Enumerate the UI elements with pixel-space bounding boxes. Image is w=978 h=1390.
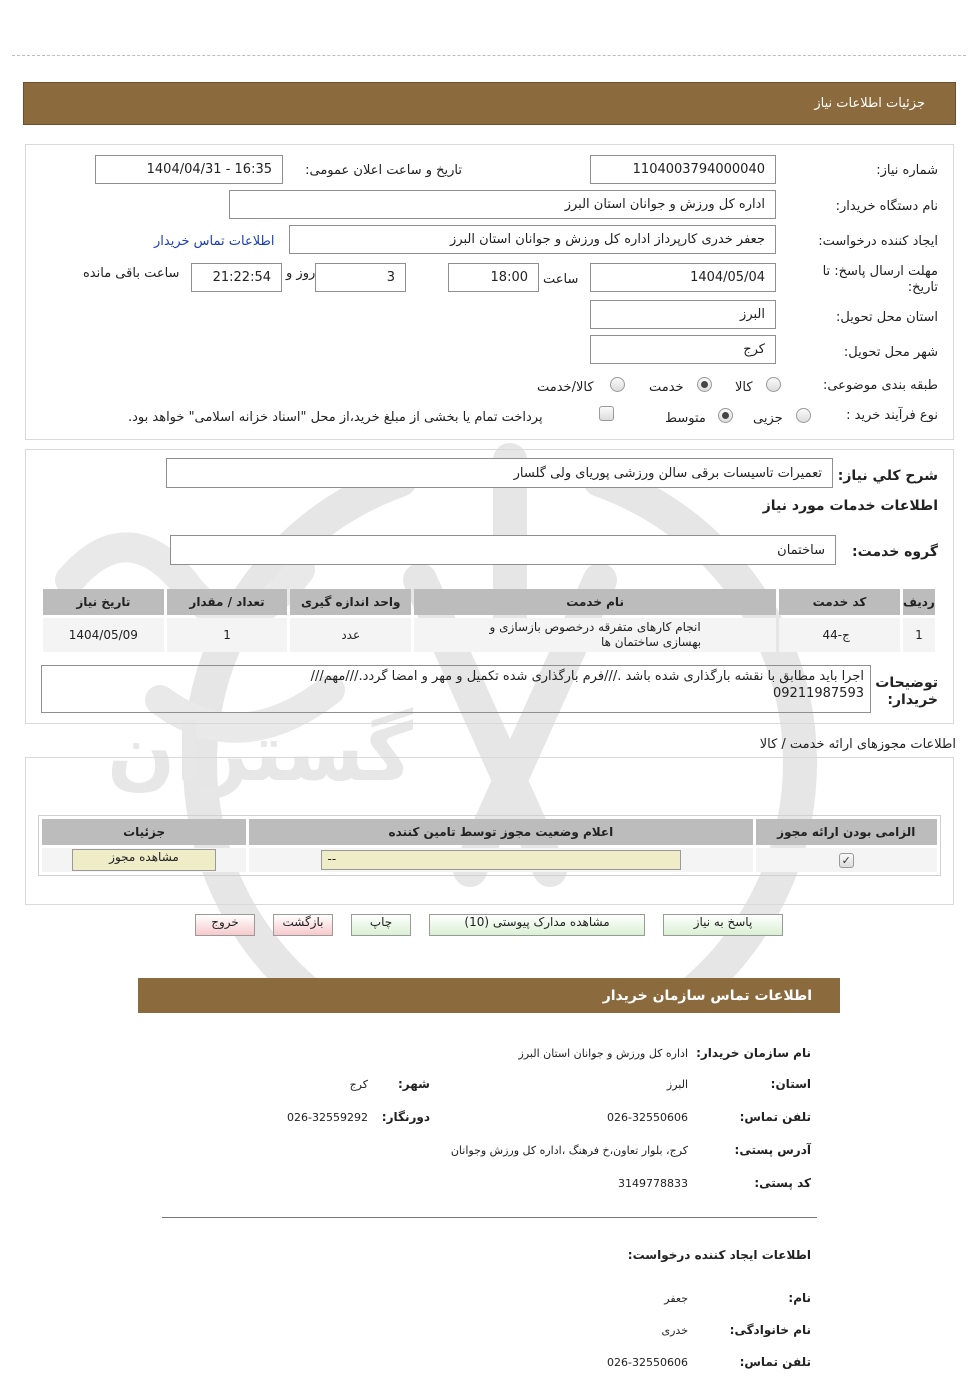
cell-code: ج-44 xyxy=(779,618,900,652)
days-field: 3 xyxy=(315,263,406,292)
back-button[interactable]: بازگشت xyxy=(273,914,333,936)
print-button[interactable]: چاپ xyxy=(351,914,411,936)
requester-label: ایجاد کننده درخواست: xyxy=(818,234,938,249)
category-option-service: خدمت xyxy=(649,380,684,395)
city-field: کرج xyxy=(590,335,776,364)
buyer-org-field: اداره کل ورزش و جوانان استان البرز xyxy=(229,190,776,219)
exit-button[interactable]: خروج xyxy=(195,914,255,936)
remaining-time-field: 21:22:54 xyxy=(191,263,282,292)
top-divider xyxy=(12,55,966,56)
page-header xyxy=(23,82,956,125)
permits-table xyxy=(38,815,941,876)
summary-label: شرح کلي نياز: xyxy=(837,468,938,484)
contact-fax-label: دورنگار: xyxy=(381,1110,430,1124)
buyer-notes-label-line2: خریدار: xyxy=(887,692,938,708)
process-label: نوع فرآیند خرید : xyxy=(846,408,938,423)
deadline-time-field: 18:00 xyxy=(448,263,539,292)
cell-required xyxy=(756,848,938,872)
page-title: جزئیات اطلاعات نیاز xyxy=(814,96,925,111)
deadline-label-line2: تاریخ: xyxy=(907,280,938,295)
contact-phone-label: تلفن تماس: xyxy=(739,1110,811,1124)
contact-postal: 3149778833 xyxy=(618,1177,688,1190)
contact-title: اطلاعات تماس سازمان خریدار xyxy=(602,987,812,1004)
col-row: ردیف xyxy=(903,589,935,615)
cell-name-line1: انجام کارهای متفرقه درخصوص بازسازی و xyxy=(489,620,701,634)
permits-table-header xyxy=(42,819,937,845)
contact-header xyxy=(138,978,840,1013)
cell-row: 1 xyxy=(903,618,935,652)
table-row xyxy=(43,618,935,652)
creator-last-name: خدری xyxy=(661,1324,688,1337)
buyer-notes-field xyxy=(41,665,871,713)
contact-phone: 026-32550606 xyxy=(607,1111,688,1124)
col-details: جزئیات xyxy=(42,819,246,845)
category-radio-goods-service[interactable] xyxy=(610,377,625,392)
cell-details xyxy=(42,848,246,872)
category-option-goods: کالا xyxy=(735,380,753,395)
contact-org-label: نام سازمان خریدار: xyxy=(696,1046,811,1060)
category-option-goods-service: کالا/خدمت xyxy=(537,380,594,395)
cell-date: 1404/05/09 xyxy=(43,618,164,652)
services-table-header xyxy=(43,589,935,615)
reply-button[interactable]: پاسخ به نیاز xyxy=(663,914,783,936)
creator-first-name-label: نام: xyxy=(788,1291,811,1305)
cell-name xyxy=(414,618,776,652)
contact-org: اداره کل ورزش و جوانان استان البرز xyxy=(518,1047,688,1060)
buyer-notes-label-line1: توضیحات xyxy=(875,675,938,691)
creator-phone-label: تلفن تماس: xyxy=(739,1355,811,1369)
details-panel xyxy=(25,144,954,440)
services-table xyxy=(40,586,938,655)
services-title: اطلاعات خدمات مورد نیاز xyxy=(762,498,938,514)
remaining-label: ساعت باقی مانده xyxy=(83,266,180,281)
city-label: شهر محل تحویل: xyxy=(843,345,938,360)
view-docs-button[interactable]: مشاهده مدارک پیوستی (10) xyxy=(429,914,645,936)
col-date: تاریخ نیاز xyxy=(43,589,164,615)
need-number-label: شماره نیاز: xyxy=(876,163,938,178)
contact-postal-label: کد پستی: xyxy=(754,1176,811,1190)
summary-field: تعمیرات تاسیسات برقی سالن ورزشی پوریای ولی گلسار xyxy=(166,458,833,488)
process-option-medium: متوسط xyxy=(665,411,706,426)
days-label: روز و xyxy=(286,266,316,281)
permit-status-field[interactable]: -- xyxy=(321,850,681,870)
province-label: استان محل تحویل: xyxy=(836,310,938,325)
deadline-label-line1: مهلت ارسال پاسخ: تا xyxy=(822,264,938,279)
process-radio-medium[interactable] xyxy=(718,408,733,423)
table-row xyxy=(42,848,937,872)
category-radio-service[interactable] xyxy=(697,377,712,392)
contact-city: کرج xyxy=(349,1078,368,1091)
treasury-checkbox[interactable] xyxy=(599,406,614,421)
cell-qty: 1 xyxy=(167,618,288,652)
province-field: البرز xyxy=(590,300,776,329)
col-qty: تعداد / مقدار xyxy=(167,589,288,615)
creator-title: اطلاعات ایجاد کننده درخواست: xyxy=(627,1248,811,1262)
announce-label: تاریخ و ساعت اعلان عمومی: xyxy=(305,163,462,178)
requester-field: جعفر خدری کارپرداز اداره کل ورزش و جوانان استان البرز xyxy=(289,225,776,254)
watermark-text: گستران xyxy=(106,706,414,799)
need-number-field: 1104003794000040 xyxy=(590,155,776,184)
process-radio-minor[interactable] xyxy=(796,408,811,423)
contact-province: البرز xyxy=(666,1078,688,1091)
contact-address-label: آدرس پستی: xyxy=(734,1143,811,1157)
contact-divider xyxy=(162,1217,817,1218)
creator-phone: 026-32550606 xyxy=(607,1356,688,1369)
service-group-field: ساختمان xyxy=(170,535,836,565)
creator-first-name: جعفر xyxy=(664,1292,688,1305)
contact-fax: 026-32559292 xyxy=(287,1111,368,1124)
cell-name-line2: بهسازی ساختمان ها xyxy=(600,635,702,649)
category-radio-goods[interactable] xyxy=(766,377,781,392)
permits-title: اطلاعات مجوزهای ارائه خدمت / کالا xyxy=(759,737,956,752)
announce-field: 1404/04/31 - 16:35 xyxy=(95,155,283,184)
category-label: طبقه بندی موضوعی: xyxy=(822,378,938,393)
contact-address: کرج، بلوار تعاون،خ فرهنگ ،اداره کل ورزش وجوانان xyxy=(450,1144,688,1157)
cell-unit: عدد xyxy=(290,618,411,652)
contact-province-label: استان: xyxy=(770,1077,811,1091)
buyer-notes-line1: اجرا باید مطابق با نقشه بارگذاری شده باشد .///فرم بارگذاری شده تکمیل و مهر و امضا گردد.///مهم/// xyxy=(310,669,864,684)
view-permit-button[interactable]: مشاهده مجوز xyxy=(72,849,216,871)
payment-note: پرداخت تمام یا بخشی از مبلغ خرید،از محل "اسناد خزانه اسلامی" خواهد بود. xyxy=(128,410,543,425)
contact-city-label: شهر: xyxy=(398,1077,430,1091)
col-name: نام خدمت xyxy=(414,589,776,615)
col-status: اعلام وضعیت مجوز توسط تامین کننده xyxy=(249,819,752,845)
process-option-minor: جزیی xyxy=(753,411,783,426)
time-label: ساعت xyxy=(543,272,579,287)
deadline-date-field: 1404/05/04 xyxy=(590,263,776,292)
service-group-label: گروه خدمت: xyxy=(852,544,938,560)
creator-last-name-label: نام خانوادگی: xyxy=(729,1323,811,1337)
buyer-org-label: نام دستگاه خریدار: xyxy=(835,199,938,214)
required-checkbox[interactable]: ✓ xyxy=(839,853,854,868)
col-unit: واحد اندازه گیری xyxy=(290,589,411,615)
cell-status xyxy=(249,848,752,872)
col-required: الزامی بودن ارائه مجوز xyxy=(756,819,938,845)
buyer-contact-link[interactable]: اطلاعات تماس خریدار xyxy=(154,234,275,249)
buyer-notes-line2: 09211987593 xyxy=(773,686,864,701)
col-code: کد خدمت xyxy=(779,589,900,615)
